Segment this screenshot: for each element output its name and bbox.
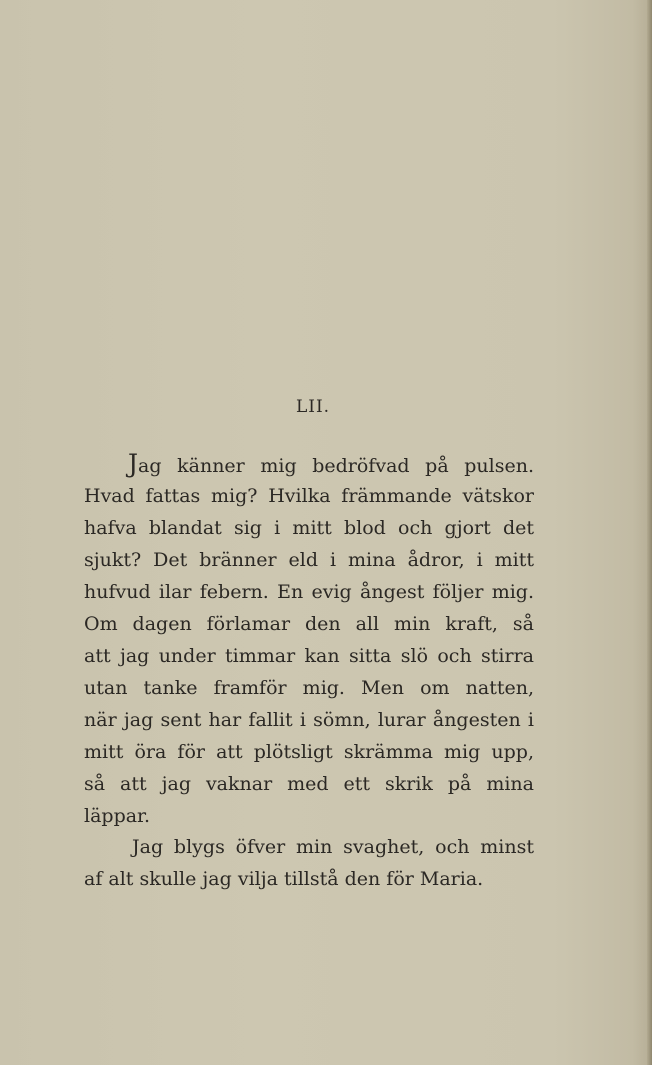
- page-edge: [647, 0, 652, 1065]
- text-line: när jag sent har fallit i sömn, lurar ångesten i: [84, 709, 534, 731]
- text-line: Hvad fattas mig? Hvilka främmande vätskor: [84, 485, 534, 507]
- text-line: sjukt? Det bränner eld i mina ådror, i mitt: [84, 549, 534, 571]
- chapter-heading: LII.: [295, 397, 331, 417]
- text-line: så att jag vaknar med ett skrik på mina: [84, 773, 534, 795]
- text-line: Om dagen förlamar den all min kraft, så: [84, 613, 534, 635]
- text-line: af alt skulle jag vilja tillstå den för Maria.: [84, 868, 484, 890]
- text-line: mitt öra för att plötsligt skrämma mig upp,: [84, 741, 534, 763]
- text-line: utan tanke framför mig. Men om natten,: [84, 677, 534, 699]
- text-line: att jag under timmar kan sitta slö och stirra: [84, 645, 534, 667]
- text-line: [128, 448, 534, 480]
- text-line: Jag blygs öfver min svaghet, och minst: [132, 836, 534, 858]
- drop-cap: J: [128, 449, 139, 478]
- text-line-rest: ag känner mig bedröfvad på pulsen.: [138, 455, 534, 477]
- text-line: läppar.: [84, 805, 151, 827]
- text-line: hufvud ilar febern. En evig ångest följer mig.: [84, 581, 534, 603]
- text-line: hafva blandat sig i mitt blod och gjort det: [84, 517, 534, 539]
